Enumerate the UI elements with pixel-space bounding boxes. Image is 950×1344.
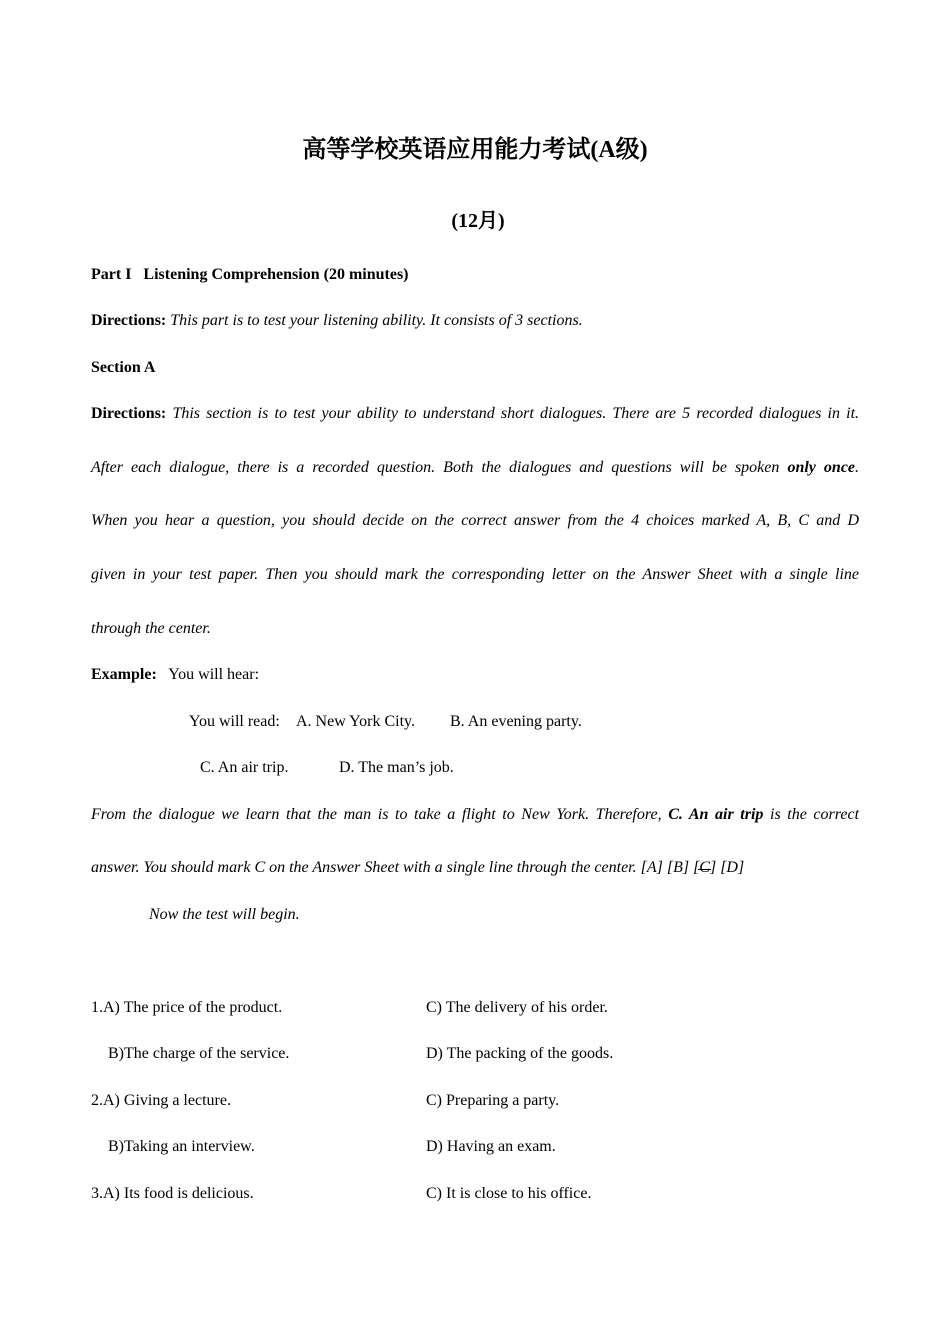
example-option-d: D. The man’s job.: [339, 759, 454, 776]
question-1-option-c: C) The delivery of his order.: [426, 999, 608, 1016]
marked-answer-c: C: [699, 859, 710, 876]
question-1-option-a: 1.A) The price of the product.: [91, 999, 283, 1016]
page-title: 高等学校英语应用能力考试(A级): [302, 137, 648, 163]
sectionA-heading: Section A: [91, 359, 156, 376]
question-3-option-a: 3.A) Its food is delicious.: [91, 1185, 254, 1202]
question-2-option-d: D) Having an exam.: [426, 1138, 556, 1155]
sectionA-directions-line2: [91, 458, 859, 478]
question-1-option-d: D) The packing of the goods.: [426, 1045, 614, 1062]
correct-answer-text: C. An air trip: [668, 806, 764, 823]
part1-directions: [91, 311, 583, 331]
test-begin-text: Now the test will begin.: [149, 906, 300, 923]
example-explanation-line2: [91, 858, 744, 878]
directions-label: Directions:: [91, 405, 167, 422]
explanation-text: From the dialogue we learn that the man is to take a flight to New York. Therefore,: [91, 806, 662, 823]
explanation-text: ] [D]: [709, 859, 745, 876]
directions-text: After each dialogue, there is a recorded question. Both the dialogues and questions will be spoken: [91, 459, 780, 476]
directions-text: This part is to test your listening ability. It consists of 3 sections.: [170, 312, 583, 329]
example-label: Example:: [91, 666, 157, 683]
sectionA-directions-line4: given in your test paper. Then you should mark the corresponding letter on the Answer Sheet with a single line: [91, 566, 859, 583]
example-option-b: B. An evening party.: [450, 713, 582, 730]
directions-label: Directions:: [91, 312, 167, 329]
explanation-text: answer. You should mark C on the Answer Sheet with a single line through the center. [A] [B] [: [91, 859, 700, 876]
part1-heading: Part I Listening Comprehension (20 minutes): [91, 266, 409, 283]
emphasis-text: only once: [787, 459, 856, 476]
explanation-text: is the correct: [770, 806, 860, 823]
question-3-option-c: C) It is close to his office.: [426, 1185, 592, 1202]
example-read-label: You will read:: [189, 713, 280, 730]
example-option-c: C. An air trip.: [200, 759, 289, 776]
page-subtitle: (12月): [451, 210, 505, 232]
question-2-option-a: 2.A) Giving a lecture.: [91, 1092, 231, 1109]
sectionA-directions-line1: [91, 404, 859, 424]
sectionA-directions-line3: When you hear a question, you should decide on the correct answer from the 4 choices marked A, B, C and D: [91, 512, 859, 529]
directions-text: .: [855, 459, 860, 476]
question-1-option-b: B)The charge of the service.: [108, 1045, 290, 1062]
example-option-a: A. New York City.: [296, 713, 415, 730]
question-2-option-b: B)Taking an interview.: [108, 1138, 255, 1155]
example-hear: You will hear:: [168, 666, 260, 683]
directions-text: This section is to test your ability to understand short dialogues. There are 5 recorded dialogues in it.: [172, 405, 860, 422]
sectionA-directions-line5: through the center.: [91, 620, 211, 637]
question-2-option-c: C) Preparing a party.: [426, 1092, 560, 1109]
example-explanation-line1: [91, 805, 859, 825]
example-line: [91, 665, 259, 685]
